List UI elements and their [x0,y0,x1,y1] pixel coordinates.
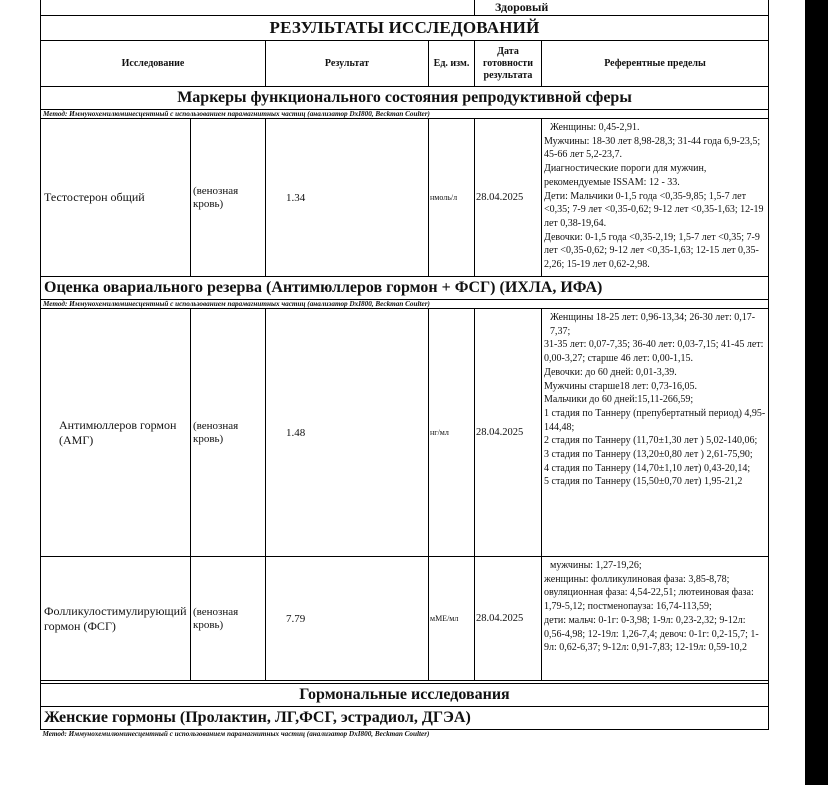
section-title: Маркеры функционального состояния репродуктивной сферы [41,87,769,110]
reference-line: Диагностические пороги для мужчин, рекомендуемые ISSAM: 12 - 33. [544,163,707,188]
test-name-text: Антимюллеров гормон (АМГ) [59,417,177,447]
test-date: 28.04.2025 [475,557,542,681]
reference-line: Дети: Мальчики 0-1,5 года <0,35-9,85; 1,5-7 лет <0,35; 7-9 лет <0,35-0,62; 9-12 лет <0,35-1,63; 12-19 лет 0,38-19,64. [544,190,764,229]
test-sample: (венозная кровь) [191,557,266,681]
reference-line: 2 стадия по Таннеру (11,70±1,30 лет ) 5,02-140,06; [544,435,758,447]
health-status: Здоровый [475,0,769,16]
reference-line: дети: мальч: 0-1г: 0-3,98; 1-9л: 0,23-2,32; 9-12л: 0,56-4,98; 12-19л: 1,26-7,4; девоч: 0-1г: 0,2-15,7; 1-9л: 0,62-6,37; 9-12л: 0,91-7,83; 12-19л: 0,59-10,2 [544,614,759,654]
reference-line: 3 стадия по Таннеру (13,20±0,80 лет ) 2,61-75,90; [544,449,753,461]
section-title: Оценка овариального резерва (Антимюллеров гормон + ФСГ) (ИХЛА, ИФА) [41,277,769,300]
reference-line: Девочки: 0-1,5 года <0,35-2,19; 1,5-7 лет <0,35; 7-9 лет <0,35-0,62; 9-12 лет <0,35-1,63; 12-15 лет 0,35-2,26; 15-19 лет 0,62-2,98. [544,231,760,271]
section-title: Гормональные исследования [41,684,769,707]
method-row [41,730,769,739]
test-date: 28.04.2025 [475,309,542,557]
test-reference [542,309,769,557]
test-units: мМЕ/мл [429,557,475,681]
test-name: Фолликулостимулирующий гормон (ФСГ) [41,557,191,681]
reference-line: 5 стадия по Таннеру (15,50±0,70 лет) 1,95-21,2 [544,476,743,488]
method-text: Метод: Иммунохемилюминесцентный с использованием парамагнитных частиц (анализатор DxI800, Beckman Coulter) [42,730,430,738]
method-row [41,300,769,309]
test-sample: (венозная кровь) [191,309,266,557]
reference-line: 31-35 лет: 0,07-7,35; 36-40 лет: 0,03-7,15; 41-45 лет: 0,00-3,27; старше 46 лет: 0,00-1,15. [544,339,764,365]
test-row-amh [41,309,769,557]
table-header [41,41,769,87]
test-sample: (венозная кровь) [191,119,266,277]
header-result: Результат [266,41,429,87]
method-text: Метод: Иммунохемилюминесцентный с использованием парамагнитных частиц (анализатор DxI800, Beckman Coulter) [41,110,769,119]
reference-line: Мужчины старше18 лет: 0,73-16,05. [544,380,698,392]
test-units: нмоль/л [429,119,475,277]
reference-line: Мальчики до 60 дней:15,11-266,59; [544,394,694,406]
results-title-row [41,16,769,41]
header-reference: Референтные пределы [542,41,769,87]
test-units: нг/мл [429,309,475,557]
section-hormonal [41,684,769,707]
test-result: 1.48 [266,309,429,557]
header-units: Ед. изм. [429,41,475,87]
method-row [41,110,769,119]
test-reference [542,557,769,681]
test-row-testosterone [41,119,769,277]
reference-line: женщины: фолликулиновая фаза: 3,85-8,78; овуляционная фаза: 4,54-22,51; лютеиновая фаза: 1,79-5,12; постменопауза: 16,74-113,59; [544,573,754,613]
header-date: Дата готовности результата [475,41,542,87]
test-result: 1.34 [266,119,429,277]
section-ovarian [41,277,769,300]
reference-line: Женщины 18-25 лет: 0,96-13,34; 26-30 лет: 0,17-7,37; [550,312,756,337]
test-date: 28.04.2025 [475,119,542,277]
test-name: Тестостерон общий [41,119,191,277]
status-row [41,0,769,16]
results-table [40,0,769,738]
reference-line: 4 стадия по Таннеру (14,70±1,10 лет) 0,43-20,14; [544,462,751,474]
test-row-fsh [41,557,769,681]
section-female [41,707,769,730]
reference-line: Мужчины: 18-30 лет 8,98-28,3; 31-44 года 6,9-23,5; 45-66 лет 5,2-23,7. [544,135,761,161]
reference-line: мужчины: 1,27-19,26; [550,560,642,571]
header-test: Исследование [41,41,266,87]
reference-line: 1 стадия по Таннеру (препубертатный период) 4,95-144,48; [544,407,766,433]
section-reproductive [41,87,769,110]
test-reference [542,119,769,277]
test-result: 7.79 [266,557,429,681]
reference-line: Женщины: 0,45-2,91. [550,122,640,133]
test-name [41,309,191,557]
results-title: РЕЗУЛЬТАТЫ ИССЛЕДОВАНИЙ [41,16,769,41]
reference-line: Девочки: до 60 дней: 0,01-3,39. [544,366,677,378]
section-title: Женские гормоны (Пролактин, ЛГ,ФСГ, эстрадиол, ДГЭА) [41,707,769,730]
method-text: Метод: Иммунохемилюминесцентный с использованием парамагнитных частиц (анализатор DxI800, Beckman Coulter) [41,300,769,309]
